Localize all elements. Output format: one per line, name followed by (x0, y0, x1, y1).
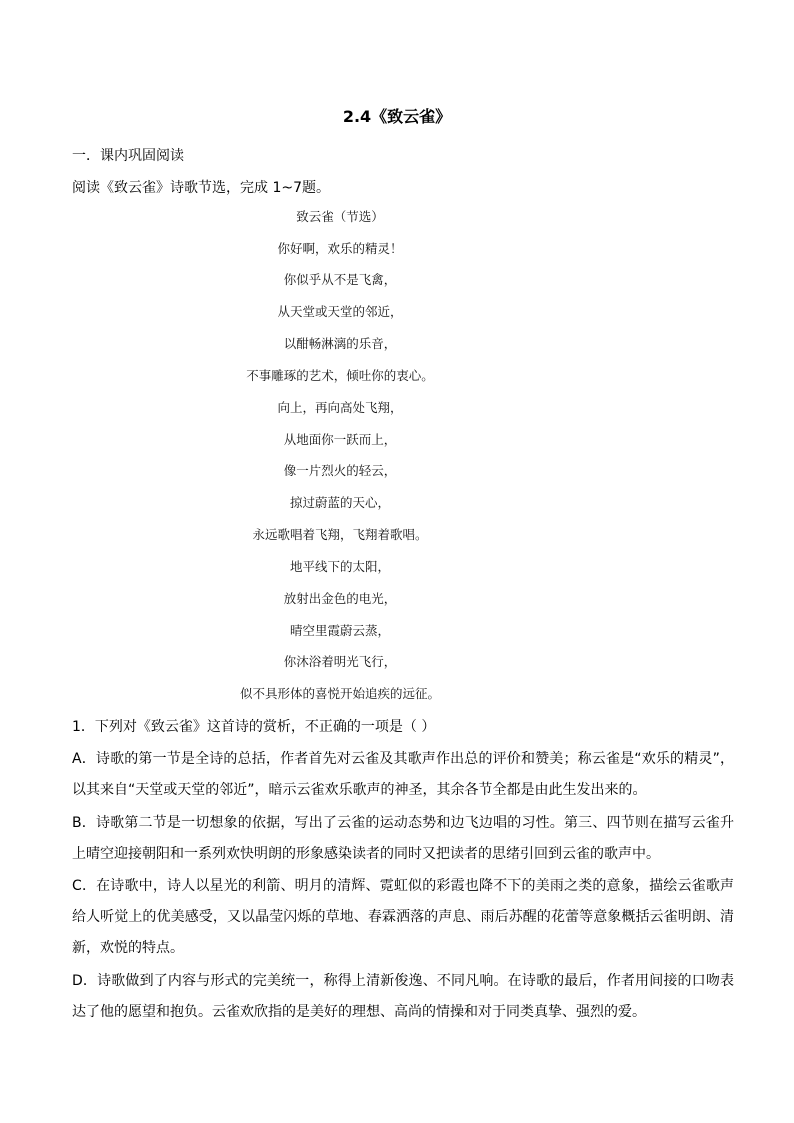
section-heading: 一．课内巩固阅读 (72, 148, 184, 164)
poem-line: 地平线下的太阳， (289, 559, 390, 574)
poem-line: 以酣畅淋漓的乐音， (283, 336, 397, 351)
poem-heading: 致云雀（节选） (296, 209, 384, 224)
option-a: A．诗歌的第一节是全诗的总括，作者首先对云雀及其歌声作出总的评价和赞美；称云雀是“欢乐的精灵”，以其来自“天堂或天堂的邻近”，暗示云雀欢乐歌声的神圣，其余各节全都是由此生发出来的。 (72, 751, 734, 798)
poem-line: 掠过蔚蓝的天心， (289, 495, 390, 510)
poem-line: 从天堂或天堂的邻近， (277, 304, 403, 319)
poem-line: 放射出金色的电光， (283, 591, 397, 606)
poem-line: 像一片烈火的轻云， (283, 463, 397, 478)
question-stem: 1．下列对《致云雀》这首诗的赏析，不正确的一项是（ ） (72, 719, 436, 735)
instruction-text: 阅读《致云雀》诗歌节选，完成 1~7题。 (72, 180, 330, 196)
poem-line: 你似乎从不是飞禽， (283, 272, 397, 287)
poem-line: 向上，再向高处飞翔， (277, 400, 403, 415)
poem-line: 似不具形体的喜悦开始追疾的远征。 (239, 686, 440, 701)
option-d: D．诗歌做到了内容与形式的完美统一，称得上清新俊逸、不同凡响。在诗歌的最后，作者用间接的口吻表达了他的愿望和抱负。云雀欢欣指的是美好的理想、高尚的情操和对于同类真挚、强烈的爱。 (72, 973, 734, 1020)
page-title: 2.4《致云雀》 (342, 107, 452, 126)
poem-line: 晴空里霞蔚云蒸， (289, 623, 390, 638)
poem-line: 不事雕琢的艺术，倾吐你的衷心。 (246, 368, 434, 383)
poem-line: 从地面你一跃而上， (283, 432, 397, 447)
option-b: B．诗歌第二节是一切想象的依据，写出了云雀的运动态势和边飞边唱的习性。第三、四节则在描写云雀升上晴空迎接朝阳和一系列欢快明朗的形象感染读者的同时又把读者的思绪引回到云雀的歌声中。 (72, 815, 734, 862)
option-c: C．在诗歌中，诗人以星光的利箭、明月的清辉、霓虹似的彩霞也降不下的美雨之类的意象，描绘云雀歌声给人听觉上的优美感受，又以晶莹闪烁的草地、春霖洒落的声息、雨后苏醒的花蕾等意象概括云雀明朗、清新，欢悦的特点。 (72, 878, 734, 956)
poem-line: 你沐浴着明光飞行， (283, 654, 397, 669)
poem-line: 永远歌唱着飞翔，飞翔着歌唱。 (252, 527, 428, 542)
poem-line: 你好啊，欢乐的精灵！ (277, 241, 403, 256)
